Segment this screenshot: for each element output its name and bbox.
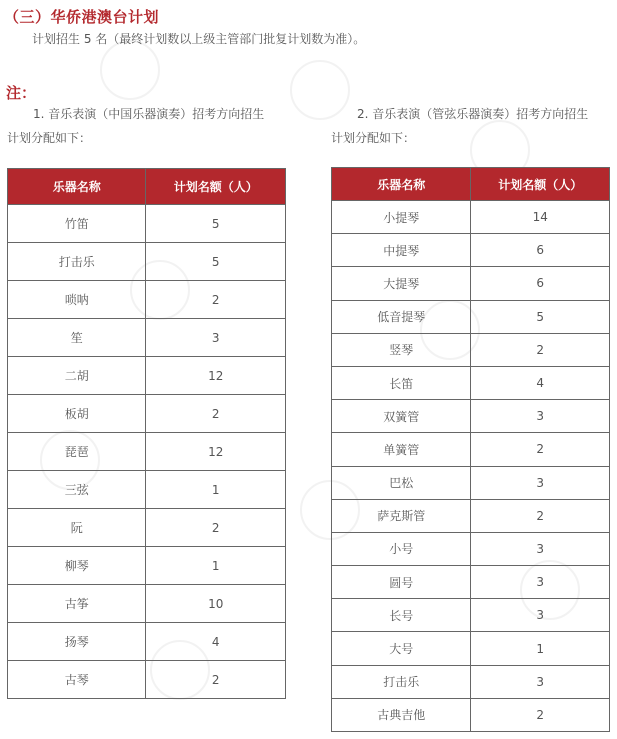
left-description [7,102,297,150]
note-label: 注： [6,84,37,102]
table-header-row [8,169,286,205]
instrument-name-cell: 打击乐 [8,243,146,281]
table-row [8,547,286,585]
instrument-name-cell: 低音提琴 [332,300,471,333]
quota-cell: 2 [471,433,610,466]
instrument-name-cell: 古琴 [8,661,146,699]
instrument-name-cell: 小提琴 [332,201,471,234]
table-row [8,281,286,319]
quota-cell: 2 [471,698,610,731]
instrument-name-cell: 巴松 [332,466,471,499]
instrument-name-cell: 二胡 [8,357,146,395]
quota-cell: 6 [471,234,610,267]
instrument-name-cell: 单簧管 [332,433,471,466]
table-row [8,319,286,357]
instrument-name-cell: 小号 [332,532,471,565]
instrument-name-cell: 中提琴 [332,234,471,267]
table-header-row [332,168,610,201]
table-row [8,585,286,623]
quota-cell: 1 [146,547,286,585]
quota-header: 计划名额（人） [146,169,286,205]
instrument-name-cell: 打击乐 [332,665,471,698]
table-row [332,433,610,466]
instrument-name-cell: 三弦 [8,471,146,509]
quota-cell: 3 [471,599,610,632]
table-row [332,499,610,532]
instrument-name-cell: 长笛 [332,366,471,399]
quota-cell: 14 [471,201,610,234]
quota-cell: 2 [146,281,286,319]
quota-cell: 4 [146,623,286,661]
quota-cell: 5 [146,243,286,281]
table-row [332,333,610,366]
quota-header: 计划名额（人） [471,168,610,201]
instrument-name-cell: 竖琴 [332,333,471,366]
table-row [8,243,286,281]
instrument-name-cell: 大提琴 [332,267,471,300]
quota-cell: 10 [146,585,286,623]
quota-cell: 2 [146,395,286,433]
instrument-name-cell: 笙 [8,319,146,357]
table-row [8,433,286,471]
instrument-name-cell: 长号 [332,599,471,632]
quota-cell: 12 [146,433,286,471]
instrument-name-cell: 古筝 [8,585,146,623]
section-heading: （三）华侨港澳台计划 [4,8,160,26]
table-row [332,632,610,665]
instrument-name-cell: 大号 [332,632,471,665]
table-row [332,400,610,433]
table-row [8,509,286,547]
instrument-name-header: 乐器名称 [332,168,471,201]
instrument-name-cell: 古典吉他 [332,698,471,731]
quota-cell: 3 [471,532,610,565]
table-row [332,532,610,565]
quota-cell: 2 [146,661,286,699]
quota-cell: 6 [471,267,610,300]
watermark-seal [100,40,160,100]
table-row [332,466,610,499]
table-row [332,234,610,267]
table-row [8,471,286,509]
instrument-name-cell: 竹笛 [8,205,146,243]
quota-cell: 3 [471,400,610,433]
quota-cell: 2 [146,509,286,547]
instrument-name-cell: 双簧管 [332,400,471,433]
quota-cell: 2 [471,499,610,532]
intro-text: 计划招生 5 名（最终计划数以上级主管部门批复计划数为准）。 [32,32,366,46]
quota-cell: 3 [471,466,610,499]
table-row [332,366,610,399]
quota-cell: 3 [146,319,286,357]
instrument-name-cell: 萨克斯管 [332,499,471,532]
instrument-name-cell: 扬琴 [8,623,146,661]
quota-cell: 2 [471,333,610,366]
instrument-name-cell: 柳琴 [8,547,146,585]
table-row [332,267,610,300]
quota-cell: 3 [471,566,610,599]
instrument-name-header: 乐器名称 [8,169,146,205]
table-row [8,205,286,243]
right-description [331,102,617,150]
table-row [332,698,610,731]
table-row [8,357,286,395]
orchestral-instruments-table [331,167,610,732]
table-row [332,566,610,599]
right-description-line1: 2. 音乐表演（管弦乐器演奏）招考方向招生 [357,107,589,121]
table-row [332,599,610,632]
instrument-name-cell: 阮 [8,509,146,547]
instrument-name-cell: 唢呐 [8,281,146,319]
table-row [8,661,286,699]
quota-cell: 3 [471,665,610,698]
chinese-instruments-table [7,168,286,699]
instrument-name-cell: 板胡 [8,395,146,433]
quota-cell: 12 [146,357,286,395]
table-row [332,300,610,333]
instrument-name-cell: 圆号 [332,566,471,599]
left-description-line2: 计划分配如下： [7,131,92,145]
table-row [8,395,286,433]
table-row [8,623,286,661]
table-row [332,665,610,698]
left-description-line1: 1. 音乐表演（中国乐器演奏）招考方向招生 [33,107,265,121]
quota-cell: 5 [146,205,286,243]
instrument-name-cell: 琵琶 [8,433,146,471]
quota-cell: 1 [146,471,286,509]
table-row [332,201,610,234]
right-description-line2: 计划分配如下： [331,131,416,145]
quota-cell: 5 [471,300,610,333]
quota-cell: 4 [471,366,610,399]
quota-cell: 1 [471,632,610,665]
